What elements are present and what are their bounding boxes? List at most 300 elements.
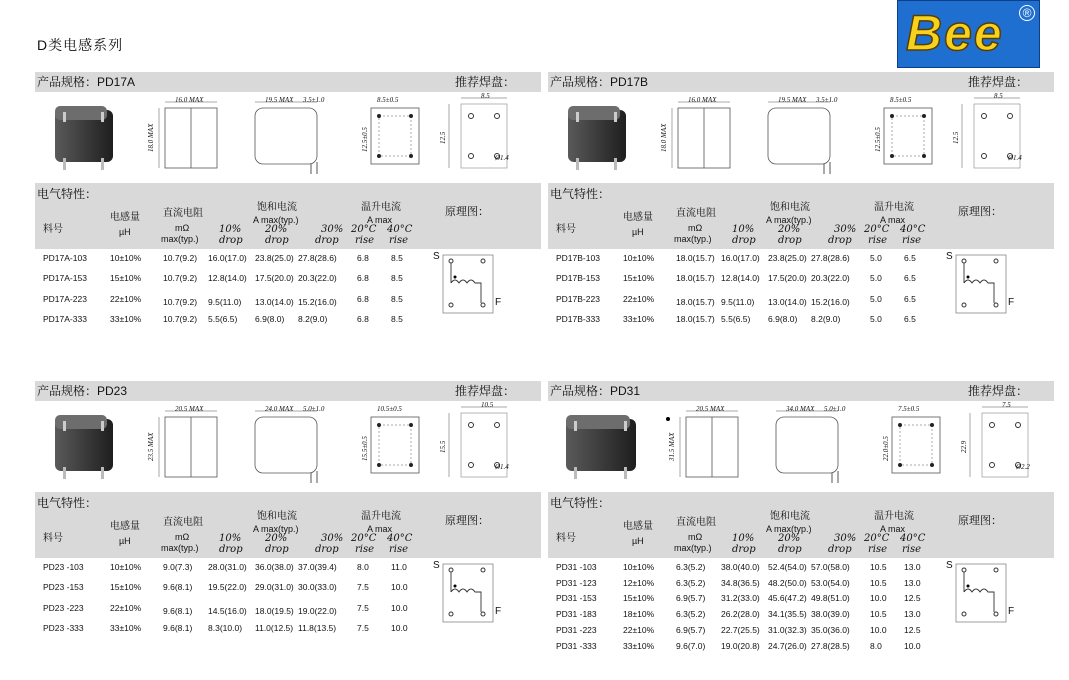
spec-prefix: 产品规格：: [37, 384, 98, 398]
cell-ind: 10±10%: [623, 253, 655, 263]
col-drop-20: drop: [265, 544, 289, 555]
dim-width: 20.5 MAX: [175, 405, 204, 413]
brand-logo: [897, 0, 1040, 68]
col-sat-10: 10%: [732, 224, 755, 235]
registered-mark: ®: [1019, 5, 1035, 21]
cell-dcr: 6.3(5.2): [676, 562, 706, 572]
spec-label: [37, 72, 135, 92]
cell-s30: 35.0(36.0): [811, 624, 850, 635]
dim-depth: 24.0 MAX: [265, 405, 294, 413]
dim-height: 23.5 MAX: [147, 432, 155, 461]
schematic-diagram: [946, 558, 1026, 633]
col-drop-20: drop: [778, 544, 802, 555]
col-drop-10: drop: [219, 235, 243, 246]
cell-s20: 24.7(26.0): [768, 640, 807, 651]
col-dcr-type: max(typ.): [161, 543, 199, 553]
cell-s10: 28.0(31.0): [208, 562, 247, 572]
col-drop-30: drop: [315, 235, 339, 246]
cell-ind: 33±10%: [623, 640, 655, 651]
cell-part: PD31 -183: [556, 609, 597, 620]
col-sat-unit: A max(typ.): [766, 524, 812, 534]
cell-s10: 16.0(17.0): [208, 253, 247, 263]
spec-bar: [548, 72, 1054, 92]
cell-dcr: 6.3(5.2): [676, 609, 706, 620]
cell-ind: 10±10%: [110, 562, 142, 572]
cell-t20: 10.5: [870, 562, 887, 572]
cell-part: PD23 -153: [43, 582, 84, 593]
col-drop-10: drop: [732, 544, 756, 555]
cell-t20: 8.0: [870, 640, 882, 651]
col-sat-20: 20%: [778, 224, 801, 235]
col-rise-40: rise: [902, 544, 922, 555]
cell-part: PD31 -223: [556, 624, 597, 635]
cell-part: PD23 -103: [43, 562, 84, 572]
table-row: [548, 578, 948, 592]
cell-t40: 10.0: [391, 582, 408, 593]
cell-s10: 16.0(17.0): [721, 253, 760, 263]
dim-side: 12.5±0.5: [361, 127, 369, 152]
cell-s10: 31.2(33.0): [721, 593, 760, 604]
col-sat-10: 10%: [732, 533, 755, 544]
cell-ind: 15±10%: [623, 273, 655, 284]
spec-bar: [35, 72, 541, 92]
col-inductance: 电感量: [110, 212, 140, 223]
cell-t40: 13.0: [904, 609, 921, 620]
cell-s20: 6.9(8.0): [768, 313, 798, 324]
cell-s30: 49.8(51.0): [811, 593, 850, 604]
table-row: [35, 314, 435, 328]
col-inductance: 电感量: [623, 521, 653, 532]
dim-lead: 5.0±1.0: [824, 405, 846, 413]
cell-t40: 12.5: [904, 624, 921, 635]
pin-s-label: S: [946, 560, 953, 571]
table-row: [548, 314, 948, 328]
col-drop-10: drop: [732, 235, 756, 246]
dim-pad-height: 12.5: [439, 131, 447, 144]
electrical-label: 电气特性：: [550, 187, 611, 201]
cell-s10: 34.8(36.5): [721, 577, 760, 588]
cell-s20: 13.0(14.0): [768, 296, 807, 307]
col-sat-10: 10%: [219, 533, 242, 544]
cell-s30: 37.0(39.4): [298, 562, 337, 572]
electrical-header: [548, 183, 1054, 249]
col-inductance-unit: µH: [119, 536, 131, 546]
cell-s20: 6.9(8.0): [255, 313, 285, 324]
cell-t20: 5.0: [870, 293, 882, 304]
cell-ind: 15±10%: [110, 582, 142, 593]
schematic-label: 原理图：: [958, 515, 1002, 527]
cell-t40: 8.5: [391, 253, 403, 263]
table-row: [35, 623, 435, 637]
electrical-header: [548, 492, 1054, 558]
col-temp-40: 40°C: [387, 224, 413, 235]
dim-pitch: 10.5±0.5: [377, 405, 402, 413]
pin-f-label: F: [1008, 297, 1015, 308]
dim-pad-width: 8.5: [994, 92, 1003, 100]
col-sat-30: 30%: [834, 224, 857, 235]
schematic-label: 原理图：: [445, 206, 489, 218]
col-drop-30: drop: [828, 235, 852, 246]
cell-s10: 5.5(6.5): [208, 313, 238, 324]
col-dcr: 直流电阻: [676, 208, 716, 219]
product-section-pd31: [548, 381, 1054, 671]
table-row: [548, 609, 948, 623]
cell-dcr: 10.7(9.2): [163, 253, 198, 263]
col-temp: 温升电流: [874, 511, 914, 522]
col-rise-40: rise: [902, 235, 922, 246]
col-temp: 温升电流: [361, 202, 401, 213]
cell-s20: 13.0(14.0): [255, 296, 294, 307]
col-temp-20: 20°C: [864, 224, 890, 235]
dim-pad-height: 12.5: [952, 131, 960, 144]
cell-dcr: 10.7(9.2): [163, 296, 198, 307]
cell-ind: 22±10%: [110, 602, 142, 613]
cell-part: PD31 -123: [556, 577, 597, 588]
col-temp-unit: A max: [367, 524, 393, 534]
cell-s10: 38.0(40.0): [721, 562, 760, 572]
dim-pitch: 8.5±0.5: [377, 96, 399, 104]
col-temp-40: 40°C: [387, 533, 413, 544]
cell-s10: 19.5(22.0): [208, 582, 247, 593]
col-inductance: 电感量: [110, 521, 140, 532]
table-row: [548, 641, 948, 655]
col-drop-30: drop: [828, 544, 852, 555]
electrical-header: [35, 492, 541, 558]
product-section-pd17b: [548, 72, 1054, 362]
spec-label: [37, 381, 127, 401]
cell-t40: 11.0: [391, 562, 407, 572]
cell-s10: 14.5(16.0): [208, 605, 247, 616]
pin-f-label: F: [1008, 606, 1015, 617]
dim-lead: 3.5±1.0: [816, 96, 838, 104]
dim-height: 31.5 MAX: [668, 432, 676, 461]
pad-label: 推荐焊盘：: [454, 75, 515, 89]
pad-label: 推荐焊盘：: [454, 384, 515, 398]
cell-t20: 5.0: [870, 313, 882, 324]
col-inductance-unit: µH: [119, 227, 131, 237]
col-sat-20: 20%: [265, 224, 288, 235]
cell-ind: 22±10%: [110, 293, 142, 304]
cell-ind: 15±10%: [110, 273, 142, 284]
col-dcr: 直流电阻: [163, 517, 203, 528]
cell-ind: 18±10%: [623, 609, 655, 620]
cell-t40: 6.5: [904, 273, 916, 284]
col-sat-unit: A max(typ.): [253, 215, 299, 225]
col-part: 料号: [556, 533, 576, 544]
col-sat-30: 30%: [321, 533, 344, 544]
inductor-photo: [562, 102, 634, 177]
col-dcr-type: max(typ.): [674, 543, 712, 553]
cell-s10: 9.5(11.0): [208, 296, 242, 307]
electrical-label: 电气特性：: [37, 496, 98, 510]
cell-dcr: 9.6(8.1): [163, 605, 193, 616]
dim-lead: 3.5±1.0: [303, 96, 325, 104]
col-temp-unit: A max: [880, 524, 906, 534]
col-rise-20: rise: [868, 544, 888, 555]
cell-dcr: 6.9(5.7): [676, 624, 706, 635]
cell-dcr: 9.6(8.1): [163, 622, 193, 633]
dim-pad-width: 8.5: [481, 92, 490, 100]
dim-side: 12.5±0.5: [874, 127, 882, 152]
electrical-label: 电气特性：: [550, 496, 611, 510]
cell-t20: 6.8: [357, 293, 369, 304]
spec-bar: [35, 381, 541, 401]
cell-dcr: 6.3(5.2): [676, 577, 706, 588]
cell-t20: 10.0: [870, 624, 887, 635]
inductor-photo: [560, 411, 644, 486]
col-sat-unit: A max(typ.): [253, 524, 299, 534]
cell-part: PD31 -103: [556, 562, 597, 572]
col-drop-30: drop: [315, 544, 339, 555]
cell-s30: 8.2(9.0): [811, 313, 841, 324]
cell-ind: 12±10%: [623, 577, 655, 588]
col-dcr: 直流电阻: [163, 208, 203, 219]
table-row: [548, 562, 948, 576]
cell-t40: 10.0: [391, 622, 408, 633]
cell-s20: 52.4(54.0): [768, 562, 807, 572]
dim-depth: 34.0 MAX: [786, 405, 815, 413]
cell-t40: 10.0: [391, 602, 408, 613]
cell-part: PD23 -223: [43, 602, 84, 613]
cell-part: PD17A-333: [43, 313, 87, 324]
cell-s30: 27.8(28.5): [811, 640, 850, 651]
spec-label: [550, 72, 648, 92]
cell-s20: 31.0(32.3): [768, 624, 807, 635]
model-name: PD31: [610, 384, 641, 398]
cell-s30: 27.8(28.6): [811, 253, 850, 263]
col-part: 料号: [556, 224, 576, 235]
cell-s10: 5.5(6.5): [721, 313, 751, 324]
cell-t40: 13.0: [904, 577, 921, 588]
cell-s10: 8.3(10.0): [208, 622, 243, 633]
col-sat-10: 10%: [219, 224, 242, 235]
dim-hole: Ø2.2: [1016, 463, 1030, 471]
model-name: PD23: [97, 384, 128, 398]
col-drop-10: drop: [219, 544, 243, 555]
dim-pad-height: 22.9: [960, 440, 968, 453]
dim-side: 22.0±0.5: [882, 436, 890, 461]
pin-f-label: F: [495, 606, 502, 617]
cell-t20: 6.8: [357, 313, 369, 324]
cell-t20: 8.0: [357, 562, 369, 572]
electrical-label: 电气特性：: [37, 187, 98, 201]
cell-t40: 12.5: [904, 593, 921, 604]
cell-ind: 22±10%: [623, 624, 655, 635]
dim-depth: 19.5 MAX: [265, 96, 294, 104]
cell-dcr: 18.0(15.7): [676, 253, 715, 263]
cell-part: PD17A-223: [43, 293, 87, 304]
table-row: [35, 253, 435, 267]
cell-t20: 10.5: [870, 577, 887, 588]
col-rise-20: rise: [355, 235, 375, 246]
cell-t40: 13.0: [904, 562, 921, 572]
cell-t20: 5.0: [870, 253, 882, 263]
cell-s20: 17.5(20.0): [768, 273, 807, 284]
dim-hole: Ø1.4: [1008, 154, 1022, 162]
cell-s20: 36.0(38.0): [255, 562, 294, 572]
cell-part: PD17B-103: [556, 253, 600, 263]
cell-part: PD31 -333: [556, 640, 597, 651]
cell-t20: 5.0: [870, 273, 882, 284]
cell-ind: 10±10%: [110, 253, 142, 263]
cell-ind: 33±10%: [110, 622, 142, 633]
electrical-header: [35, 183, 541, 249]
spec-prefix: 产品规格：: [550, 384, 611, 398]
cell-t20: 7.5: [357, 602, 369, 613]
col-sat-20: 20%: [265, 533, 288, 544]
cell-t40: 8.5: [391, 273, 403, 284]
dim-height: 18.0 MAX: [147, 123, 155, 152]
schematic-diagram: [433, 249, 513, 324]
pin-f-label: F: [495, 297, 502, 308]
col-dcr-unit: mΩ: [175, 532, 190, 542]
col-part: 料号: [43, 224, 63, 235]
table-row: [548, 273, 948, 287]
col-inductance: 电感量: [623, 212, 653, 223]
dim-width: 16.0 MAX: [688, 96, 717, 104]
dim-pitch: 8.5±0.5: [890, 96, 912, 104]
spec-prefix: 产品规格：: [550, 75, 611, 89]
logo-text: Bee: [906, 5, 1004, 61]
col-temp-20: 20°C: [351, 533, 377, 544]
dim-depth: 19.5 MAX: [778, 96, 807, 104]
pad-label: 推荐焊盘：: [967, 75, 1028, 89]
cell-s20: 11.0(12.5): [255, 622, 294, 633]
cell-part: PD17A-153: [43, 273, 87, 284]
cell-part: PD17B-333: [556, 313, 600, 324]
col-rise-20: rise: [355, 544, 375, 555]
schematic-diagram: [946, 249, 1026, 324]
col-drop-20: drop: [265, 235, 289, 246]
col-dcr-unit: mΩ: [175, 223, 190, 233]
cell-s30: 19.0(22.0): [298, 605, 337, 616]
cell-s20: 17.5(20.0): [255, 273, 294, 284]
cell-ind: 33±10%: [110, 313, 142, 324]
cell-t20: 7.5: [357, 582, 369, 593]
schematic-label: 原理图：: [958, 206, 1002, 218]
cell-t20: 10.5: [870, 609, 887, 620]
cell-dcr: 18.0(15.7): [676, 313, 715, 324]
cell-s10: 9.5(11.0): [721, 296, 755, 307]
cell-t20: 6.8: [357, 253, 369, 263]
table-row: [35, 294, 435, 308]
cell-dcr: 9.6(7.0): [676, 640, 706, 651]
col-dcr-type: max(typ.): [674, 234, 712, 244]
cell-ind: 22±10%: [623, 293, 655, 304]
cell-s20: 23.8(25.0): [768, 253, 807, 263]
cell-s10: 22.7(25.5): [721, 624, 760, 635]
cell-dcr: 10.7(9.2): [163, 273, 198, 284]
cell-s30: 27.8(28.6): [298, 253, 337, 263]
cell-t40: 8.5: [391, 293, 403, 304]
col-dcr-type: max(typ.): [161, 234, 199, 244]
table-row: [35, 582, 435, 596]
cell-s30: 20.3(22.0): [811, 273, 850, 284]
col-sat: 饱和电流: [257, 511, 297, 522]
model-name: PD17B: [610, 75, 649, 89]
col-dcr-unit: mΩ: [688, 532, 703, 542]
dim-width: 20.5 MAX: [696, 405, 725, 413]
dim-pad-width: 10.5: [481, 401, 494, 409]
page-title: D类电感系列: [37, 37, 124, 53]
col-sat-unit: A max(typ.): [766, 215, 812, 225]
col-sat-20: 20%: [778, 533, 801, 544]
cell-s20: 23.8(25.0): [255, 253, 294, 263]
cell-s20: 29.0(31.0): [255, 582, 294, 593]
col-part: 料号: [43, 533, 63, 544]
col-inductance-unit: µH: [632, 536, 644, 546]
cell-part: PD17B-223: [556, 293, 600, 304]
cell-part: PD23 -333: [43, 622, 84, 633]
cell-s20: 48.2(50.0): [768, 577, 807, 588]
dim-width: 16.0 MAX: [175, 96, 204, 104]
cell-t40: 10.0: [904, 640, 921, 651]
col-temp: 温升电流: [361, 511, 401, 522]
cell-t40: 6.5: [904, 293, 916, 304]
cell-s20: 34.1(35.5): [768, 609, 807, 620]
cell-s10: 19.0(20.8): [721, 640, 760, 651]
col-rise-20: rise: [868, 235, 888, 246]
cell-s10: 12.8(14.0): [208, 273, 247, 284]
cell-s20: 45.6(47.2): [768, 593, 807, 604]
model-name: PD17A: [97, 75, 136, 89]
col-temp: 温升电流: [874, 202, 914, 213]
dim-hole: Ø1.4: [495, 154, 509, 162]
cell-part: PD17A-103: [43, 253, 87, 263]
cell-s30: 20.3(22.0): [298, 273, 337, 284]
cell-s30: 15.2(16.0): [298, 296, 337, 307]
cell-part: PD31 -153: [556, 593, 597, 604]
cell-ind: 10±10%: [623, 562, 655, 572]
table-row: [548, 625, 948, 639]
spec-prefix: 产品规格：: [37, 75, 98, 89]
product-section-pd17a: [35, 72, 541, 362]
cell-s30: 57.0(58.0): [811, 562, 850, 572]
col-rise-40: rise: [389, 544, 409, 555]
dim-height: 18.0 MAX: [660, 123, 668, 152]
col-sat: 饱和电流: [257, 202, 297, 213]
col-temp-unit: A max: [880, 215, 906, 225]
dim-pitch: 7.5±0.5: [898, 405, 920, 413]
cell-ind: 15±10%: [623, 593, 655, 604]
col-temp-40: 40°C: [900, 533, 926, 544]
cell-t40: 8.5: [391, 313, 403, 324]
pin-s-label: S: [433, 560, 440, 571]
cell-part: PD17B-153: [556, 273, 600, 284]
col-sat-30: 30%: [321, 224, 344, 235]
dim-hole: Ø1.4: [495, 463, 509, 471]
cell-s30: 8.2(9.0): [298, 313, 328, 324]
product-section-pd23: [35, 381, 541, 671]
col-rise-40: rise: [389, 235, 409, 246]
cell-t20: 7.5: [357, 622, 369, 633]
dim-pad-width: 7.5: [1002, 401, 1011, 409]
cell-s30: 11.8(13.5): [298, 622, 337, 633]
cell-s10: 26.2(28.0): [721, 609, 760, 620]
table-row: [548, 294, 948, 308]
cell-dcr: 9.6(8.1): [163, 582, 193, 593]
cell-dcr: 18.0(15.7): [676, 296, 715, 307]
cell-t40: 6.5: [904, 253, 916, 263]
cell-dcr: 10.7(9.2): [163, 313, 198, 324]
col-temp-20: 20°C: [351, 224, 377, 235]
cell-s30: 53.0(54.0): [811, 577, 850, 588]
table-row: [35, 603, 435, 617]
cell-ind: 33±10%: [623, 313, 655, 324]
spec-bar: [548, 381, 1054, 401]
cell-t20: 6.8: [357, 273, 369, 284]
spec-label: [550, 381, 640, 401]
